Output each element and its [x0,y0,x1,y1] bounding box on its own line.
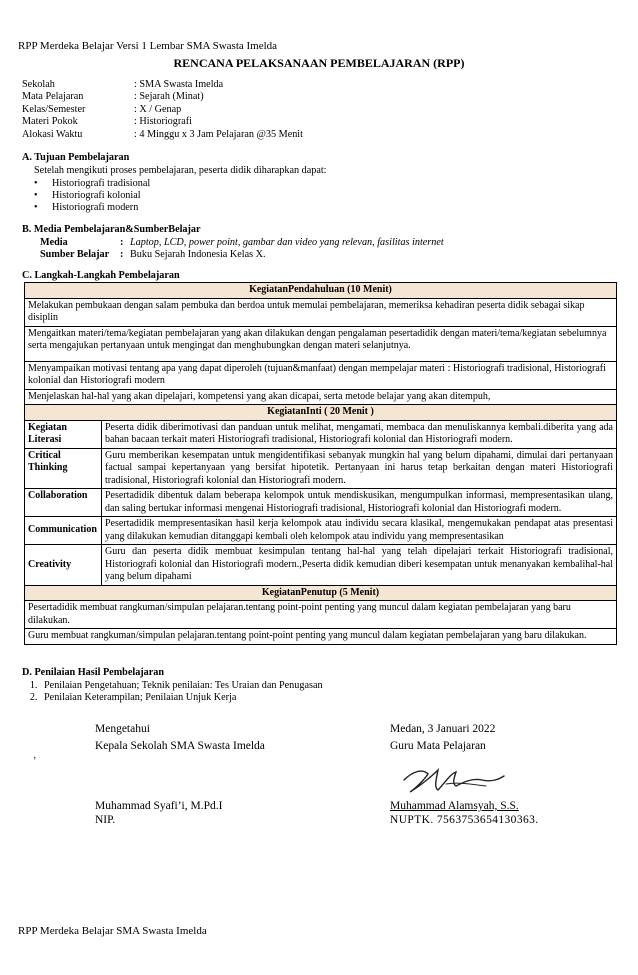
place-date: Medan, 3 Januari 2022 [390,723,496,735]
principal-acknowledge: Mengetahui [95,723,150,735]
section-tujuan [22,152,327,215]
section-title: C. Langkah-Langkah Pembelajaran [22,270,180,281]
page-header: RPP Merdeka Belajar Versi 1 Lembar SMA Swasta Imelda [18,40,278,52]
closing-step: Pesertadidik membuat rangkuman/simpulan pelajaran.tentang point-point penting yang muncul dalam kegiatan pembelajaran yang baru dilakukan. [25,601,617,629]
core-label: Communication [25,517,102,545]
info-value: : Historiografi [134,116,193,128]
activity-table [24,282,617,645]
info-value: : Sejarah (Minat) [134,91,204,103]
stray-mark: ’ [33,756,37,767]
media-row [22,237,444,249]
list-item: • Historiografi kolonial [22,190,327,202]
info-label: Sekolah [22,79,55,90]
section-penilaian [22,667,323,705]
info-row [22,91,303,103]
info-row [22,116,303,128]
document-title: RENCANA PELAKSANAAN PEMBELAJARAN (RPP) [173,56,465,70]
list-item: • Historiografi modern [22,202,327,214]
list-item: • Historiografi tradisional [22,178,327,190]
core-label: Critical Thinking [25,448,102,489]
source-row [22,249,444,261]
source-label: Sumber Belajar [40,249,110,261]
media-value: Laptop, LCD, power point, gambar dan video yang relevan, fasilitas internet [130,236,444,248]
identity-block [22,79,303,141]
info-value: : 4 Minggu x 3 Jam Pelajaran @35 Menit [134,128,303,140]
teacher-name: Muhammad Alamsyah, S.S. [390,800,519,812]
core-label: Kegiatan Literasi [25,420,102,448]
opening-header: KegiatanPendahuluan (10 Menit) [25,283,617,299]
core-text: Peserta didik diberimotivasi dan panduan untuk melihat, mengamati, membaca dan menuliskannya kembali.diberita yang ada bahan bacaan terkait materi Historiografi tradisional, Historiografi kolonial dan Historiografi modern. [102,420,617,448]
section-title: D. Penilaian Hasil Pembelajaran [22,667,165,678]
principal-nip: NIP. [95,814,116,826]
source-separator: : [120,249,124,261]
principal-name: Muhammad Syafi’i, M.Pd.I [95,800,223,812]
info-row [22,104,303,116]
teacher-nuptk: NUPTK. 7563753654130363. [390,814,539,826]
opening-step: Mengaitkan materi/tema/kegiatan pembelajaran yang akan dilakukan dengan pengalaman pesertadidik dengan materi/tema/kegiatan sebelumnya serta mengajukan pertanyaan untuk mengingat dan menghubungkan dengan materi selanjutnya. [25,326,617,361]
teacher-title: Guru Mata Pelajaran [390,740,486,752]
section-title: B. Media Pembelajaran&SumberBelajar [22,224,201,235]
source-value: Buku Sejarah Indonesia Kelas X. [130,249,266,261]
objective-list [22,178,327,215]
section-title: A. Tujuan Pembelajaran [22,152,130,163]
opening-step: Menyampaikan motivasi tentang apa yang dapat diperoleh (tujuan&manfaat) dengan mempelajar materi : Historiografi tradisional, Historiografi kolonial dan Historiografi modern [25,361,617,389]
info-label: Mata Pelajaran [22,91,84,103]
core-label: Creativity [25,545,102,586]
core-header: KegiatanInti ( 20 Menit ) [25,405,617,421]
media-separator: : [120,236,124,248]
assessment-list [22,680,323,705]
core-text: Guru memberikan kesempatan untuk mengidentifikasi sebanyak mungkin hal yang belum dipahami, dimulai dari pertanyaan factual sampai kepertanyaan yang bersifat hipotetik. Pertanyaan ini harus tetap berkaitan dengan materi Historiografi tradisional, Historiografi kolonial dan Historiografi modern. [102,448,617,489]
core-label: Collaboration [25,489,102,517]
info-label: Materi Pokok [22,116,78,128]
info-row [22,79,303,91]
principal-title: Kepala Sekolah SMA Swasta Imelda [95,740,265,752]
list-item: 1. Penilaian Pengetahuan; Teknik penilaian: Tes Uraian dan Penugasan [40,680,323,692]
info-value: : X / Genap [134,103,182,115]
closing-header: KegiatanPenutup (5 Menit) [25,585,617,601]
page-footer: RPP Merdeka Belajar SMA Swasta Imelda [18,925,207,937]
opening-step: Menjelaskan hal-hal yang akan dipelajari, kompetensi yang akan dicapai, serta metode belajar yang akan ditempuh, [25,389,617,405]
core-text: Pesertadidik mempresentasikan hasil kerja kelompok atau individu secara klasikal, mengemukakan pendapat atas presentasi yang dilakukan kemudian ditanggapi kembali oleh kelompok atau individu yang mempresentasikan [102,517,617,545]
info-row [22,129,303,141]
info-label: Alokasi Waktu [22,128,83,140]
info-value: : SMA Swasta Imelda [134,79,224,90]
teacher-signature [398,758,508,798]
opening-step: Melakukan pembukaan dengan salam pembuka dan berdoa untuk memulai pembelajaran, memeriksa kehadiran peserta didik sebagai sikap disiplin [25,298,617,326]
media-label: Media [40,236,68,248]
section-intro: Setelah mengikuti proses pembelajaran, peserta didik diharapkan dapat: [34,164,327,176]
list-item: 2. Penilaian Keterampilan; Penilaian Unjuk Kerja [40,692,323,704]
core-text: Guru dan peserta didik membuat kesimpulan tentang hal-hal yang telah dipelajari terkait Historiografi tradisional, Historiografi kolonial dan Historiografi modern.,Peserta didik kemudian diberi kesempatan untuk menanyakan kembalihal-hal yang belum dipahami [102,545,617,586]
core-text: Pesertadidik dibentuk dalam beberapa kelompok untuk mendiskusikan, mengumpulkan informasi, mempresentasikan ulang, dan saling bertukar informasi mengenai Historiografi tradisional, Historiografi kolonial dan Historiografi modern. [102,489,617,517]
closing-step: Guru membuat rangkuman/simpulan pelajaran.tentang point-point penting yang muncul dalam kegiatan pembelajaran yang baru dilakukan. [25,629,617,645]
section-media [22,224,444,262]
info-label: Kelas/Semester [22,103,86,115]
